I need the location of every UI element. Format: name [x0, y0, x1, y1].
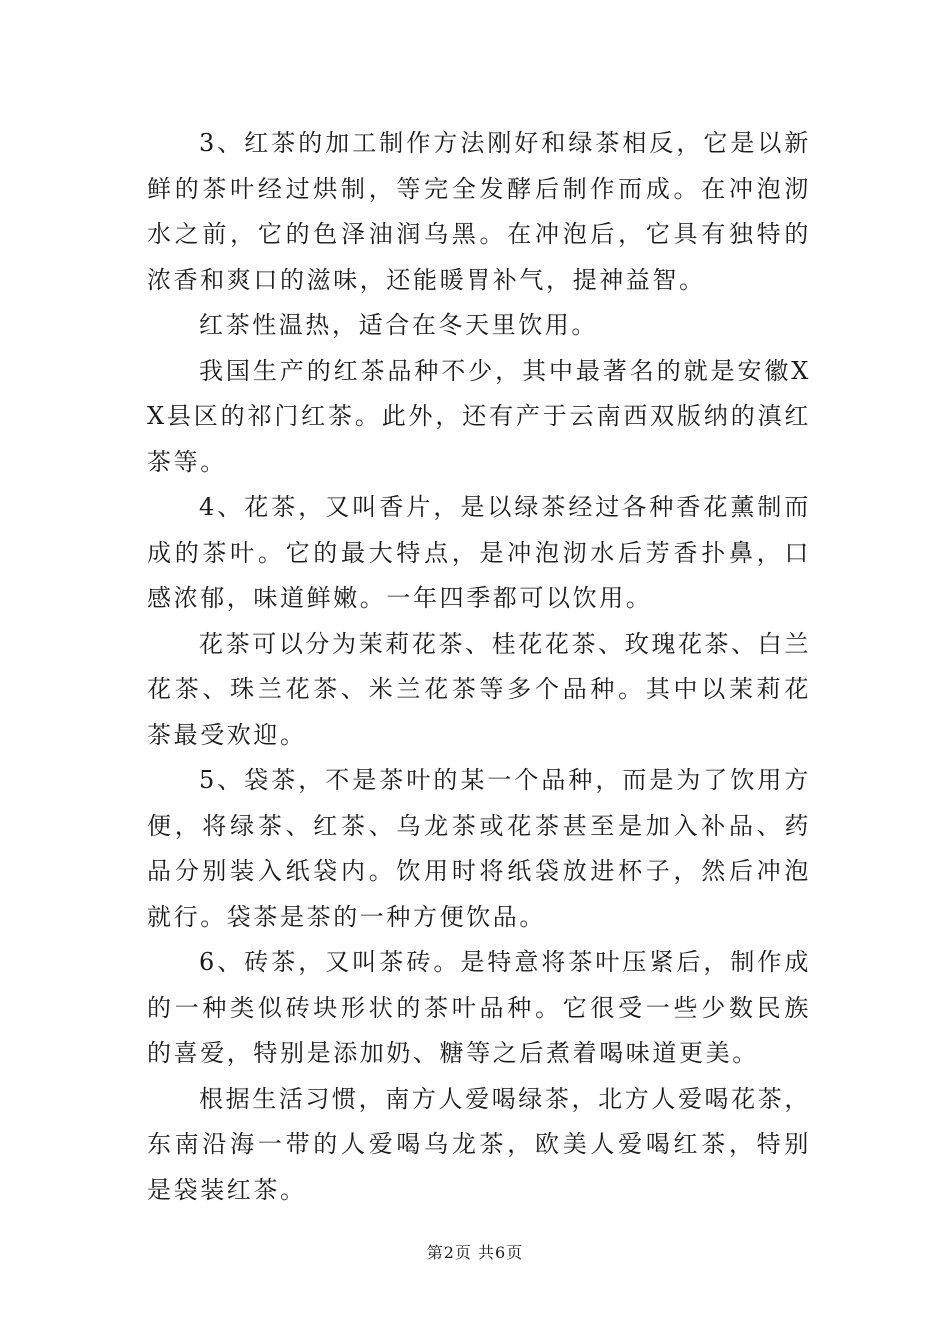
- document-body: [147, 121, 811, 1213]
- paragraph-brick-tea: 6、砖茶，又叫茶砖。是特意将茶叶压紧后，制作成的一种类似砖块形状的茶叶品种。它很受一些少数民族的喜爱，特别是添加奶、糖等之后煮着喝味道更美。: [147, 948, 811, 1067]
- paragraph-regional-habits: 根据生活习惯，南方人爱喝绿茶，北方人爱喝花茶，东南沿海一带的人爱喝乌龙茶，欧美人爱喝红茶，特别是袋装红茶。: [147, 1084, 811, 1204]
- paragraph-black-tea-nature: 红茶性温热，适合在冬天里饮用。: [199, 311, 598, 339]
- paragraph-bag-tea: 5、袋茶，不是茶叶的某一个品种，而是为了饮用方便，将绿茶、红茶、乌龙茶或花茶甚至是加入补品、药品分别装入纸袋内。饮用时将纸袋放进杯子，然后冲泡就行。袋茶是茶的一种方便饮品。: [147, 766, 811, 931]
- page-number-footer: 第2页 共6页: [426, 1243, 524, 1262]
- paragraph-black-tea: 3、红茶的加工制作方法刚好和绿茶相反，它是以新鲜的茶叶经过烘制，等完全发酵后制作而成。在冲泡沏水之前，它的色泽油润乌黑。在冲泡后，它具有独特的浓香和爽口的滋味，还能暖胃补气，提神益智。: [147, 129, 811, 294]
- paragraph-black-tea-varieties: 我国生产的红茶品种不少，其中最著名的就是安徽XX县区的祁门红茶。此外，还有产于云南西双版纳的滇红茶等。: [147, 356, 811, 476]
- paragraph-flower-tea: 4、花茶，又叫香片，是以绿茶经过各种香花薰制而成的茶叶。它的最大特点，是冲泡沏水后芳香扑鼻，口感浓郁，味道鲜嫩。一年四季都可以饮用。: [147, 493, 811, 612]
- paragraph-flower-tea-varieties: 花茶可以分为茉莉花茶、桂花花茶、玫瑰花茶、白兰花茶、珠兰花茶、米兰花茶等多个品种。其中以茉莉花茶最受欢迎。: [147, 629, 811, 749]
